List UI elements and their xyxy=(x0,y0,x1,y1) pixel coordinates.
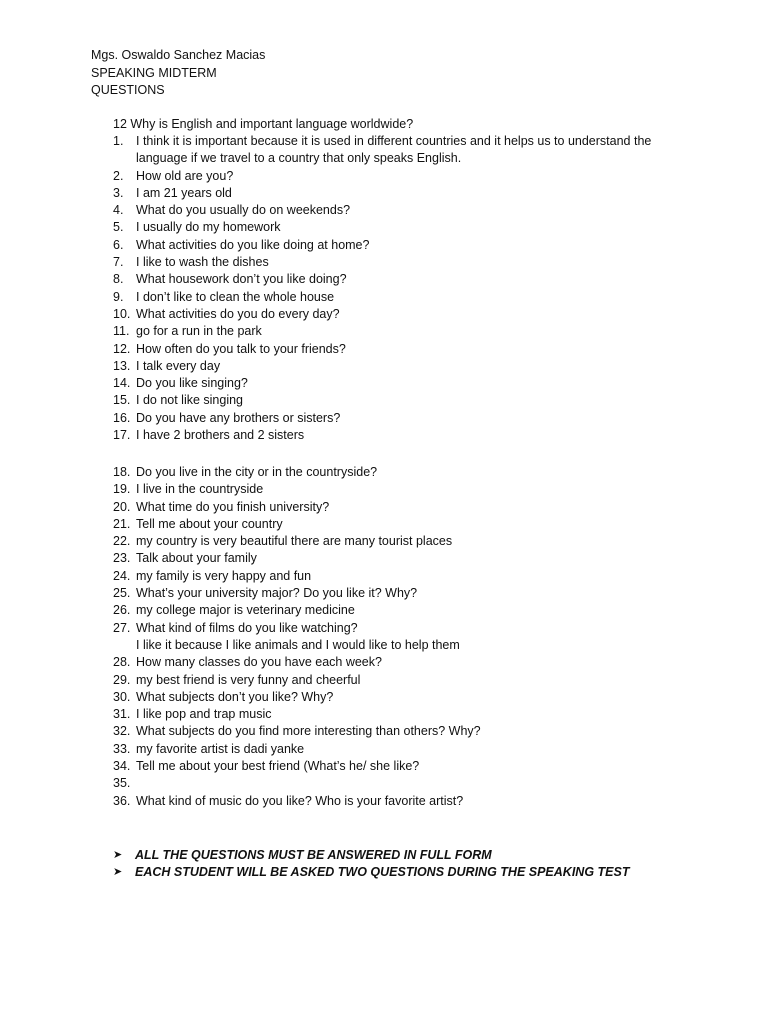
document-title: SPEAKING MIDTERM xyxy=(91,65,217,80)
item-number: 32. xyxy=(113,724,131,739)
item-number: 26. xyxy=(113,603,131,618)
list-item xyxy=(113,289,673,306)
list-item xyxy=(113,499,673,516)
item-text: What’s your university major? Do you like it? Why? xyxy=(136,586,418,601)
item-number: 8. xyxy=(113,272,124,287)
item-text: How many classes do you have each week? xyxy=(136,655,382,670)
list-item xyxy=(113,602,673,619)
list-item xyxy=(113,550,673,567)
instructions xyxy=(113,847,629,882)
list-item xyxy=(113,793,673,810)
list-item xyxy=(113,427,673,444)
list-item xyxy=(113,375,673,392)
list-item-continuation xyxy=(113,637,673,654)
list-item xyxy=(113,689,673,706)
list-item xyxy=(113,464,673,481)
list-item xyxy=(113,533,673,550)
item-number: 2. xyxy=(113,168,124,183)
instruction-text: ALL THE QUESTIONS MUST BE ANSWERED IN FULL FORM xyxy=(135,848,492,862)
item-number: 30. xyxy=(113,689,131,704)
item-text: What housework don’t you like doing? xyxy=(136,272,347,287)
item-text: How often do you talk to your friends? xyxy=(136,341,346,356)
list-item xyxy=(113,133,673,168)
item-text: I like pop and trap music xyxy=(136,707,272,722)
item-text: I live in the countryside xyxy=(136,482,264,497)
item-number: 29. xyxy=(113,672,131,687)
instruction-item xyxy=(113,864,629,881)
item-text: I have 2 brothers and 2 sisters xyxy=(136,428,305,443)
item-number: 21. xyxy=(113,516,131,531)
item-text: Do you have any brothers or sisters? xyxy=(136,410,341,425)
item-text: my favorite artist is dadi yanke xyxy=(136,741,305,756)
list-item xyxy=(113,168,673,185)
list-item xyxy=(113,202,673,219)
list-item xyxy=(113,358,673,375)
item-number: 9. xyxy=(113,289,124,304)
arrow-bullet-icon: ➤ xyxy=(113,849,123,861)
item-number: 13. xyxy=(113,358,131,373)
list-item xyxy=(113,481,673,498)
list-item xyxy=(113,654,673,671)
list-item xyxy=(113,723,673,740)
list-item xyxy=(113,410,673,427)
list-item xyxy=(113,185,673,202)
item-text: How old are you? xyxy=(136,168,234,183)
item-number: 11. xyxy=(113,324,130,339)
item-text: What time do you finish university? xyxy=(136,499,330,514)
item-text: Do you live in the city or in the countryside? xyxy=(136,465,378,479)
item-number: 4. xyxy=(113,203,124,218)
item-text: my best friend is very funny and cheerful xyxy=(136,672,361,687)
list-item xyxy=(113,254,673,271)
document-subtitle: QUESTIONS xyxy=(91,83,165,97)
item-text: Talk about your family xyxy=(136,551,257,566)
list-item xyxy=(113,758,673,775)
intro-question: 12 Why is English and important language worldwide? xyxy=(113,117,414,131)
list-item xyxy=(113,271,673,288)
item-text: What subjects don’t you like? Why? xyxy=(136,689,334,704)
item-number: 28. xyxy=(113,655,131,670)
item-number: 14. xyxy=(113,376,131,391)
item-text: I like it because I like animals and I would like to help them xyxy=(136,637,460,652)
list-item xyxy=(113,741,673,758)
item-text: I like to wash the dishes xyxy=(136,255,269,270)
list-item xyxy=(113,219,673,236)
question-list-part-1 xyxy=(113,133,673,444)
item-number: 36. xyxy=(113,793,131,808)
document-header xyxy=(91,47,265,100)
list-item xyxy=(113,568,673,585)
list-item xyxy=(113,706,673,723)
item-text: Tell me about your best friend (What’s he/ she like? xyxy=(136,759,420,774)
instruction-item xyxy=(113,847,629,864)
item-number: 20. xyxy=(113,499,131,514)
list-item xyxy=(113,672,673,689)
list-item xyxy=(113,323,673,340)
item-text: I don’t like to clean the whole house xyxy=(136,289,335,304)
item-number: 10. xyxy=(113,306,131,321)
item-number: 25. xyxy=(113,586,131,601)
item-number: 35. xyxy=(113,776,131,791)
instruction-text: EACH STUDENT WILL BE ASKED TWO QUESTIONS DURING THE SPEAKING TEST xyxy=(135,865,630,880)
item-number: 24. xyxy=(113,568,131,583)
item-number: 7. xyxy=(113,255,124,270)
item-number: 33. xyxy=(113,741,131,756)
list-item xyxy=(113,392,673,409)
item-text: What kind of music do you like? Who is your favorite artist? xyxy=(136,793,464,808)
item-number: 18. xyxy=(113,465,131,479)
item-text: my college major is veterinary medicine xyxy=(136,603,355,618)
item-text: go for a run in the park xyxy=(136,324,262,339)
item-number: 22. xyxy=(113,534,131,549)
item-number: 15. xyxy=(113,393,131,408)
item-text: Tell me about your country xyxy=(136,516,283,531)
list-item xyxy=(113,237,673,254)
item-number: 16. xyxy=(113,410,131,425)
item-number: 12. xyxy=(113,341,131,356)
item-text: What activities do you like doing at home? xyxy=(136,237,370,252)
item-number: 23. xyxy=(113,551,131,566)
item-text: I am 21 years old xyxy=(136,185,232,200)
item-number: 17. xyxy=(113,428,131,443)
question-list-part-2 xyxy=(113,464,673,810)
list-item xyxy=(113,341,673,358)
item-number: 19. xyxy=(113,482,131,497)
item-text: Do you like singing? xyxy=(136,376,248,391)
item-number: 3. xyxy=(113,185,124,200)
item-text: I talk every day xyxy=(136,358,221,373)
list-item xyxy=(113,585,673,602)
list-item xyxy=(113,306,673,323)
item-number: 6. xyxy=(113,237,124,252)
item-text: I think it is important because it is used in different countries and it helps us to understand the language if we travel to a country that only speaks English. xyxy=(136,134,652,166)
item-text: I usually do my homework xyxy=(136,220,281,235)
item-text: What activities do you do every day? xyxy=(136,306,340,321)
item-text: What do you usually do on weekends? xyxy=(136,203,351,218)
item-number: 1. xyxy=(113,134,124,148)
item-number: 5. xyxy=(113,220,124,235)
item-number: 27. xyxy=(113,620,131,635)
item-text: What subjects do you find more interesting than others? Why? xyxy=(136,724,481,739)
item-text: What kind of films do you like watching? xyxy=(136,620,358,635)
arrow-bullet-icon: ➤ xyxy=(113,866,123,879)
item-text: my country is very beautiful there are many tourist places xyxy=(136,534,453,549)
item-text: I do not like singing xyxy=(136,393,244,408)
item-text: my family is very happy and fun xyxy=(136,568,312,583)
author-name: Mgs. Oswaldo Sanchez Macias xyxy=(91,48,266,62)
list-item xyxy=(113,516,673,533)
list-item xyxy=(113,775,673,792)
item-number: 31. xyxy=(113,707,131,722)
item-number: 34. xyxy=(113,759,131,774)
list-item xyxy=(113,620,673,637)
